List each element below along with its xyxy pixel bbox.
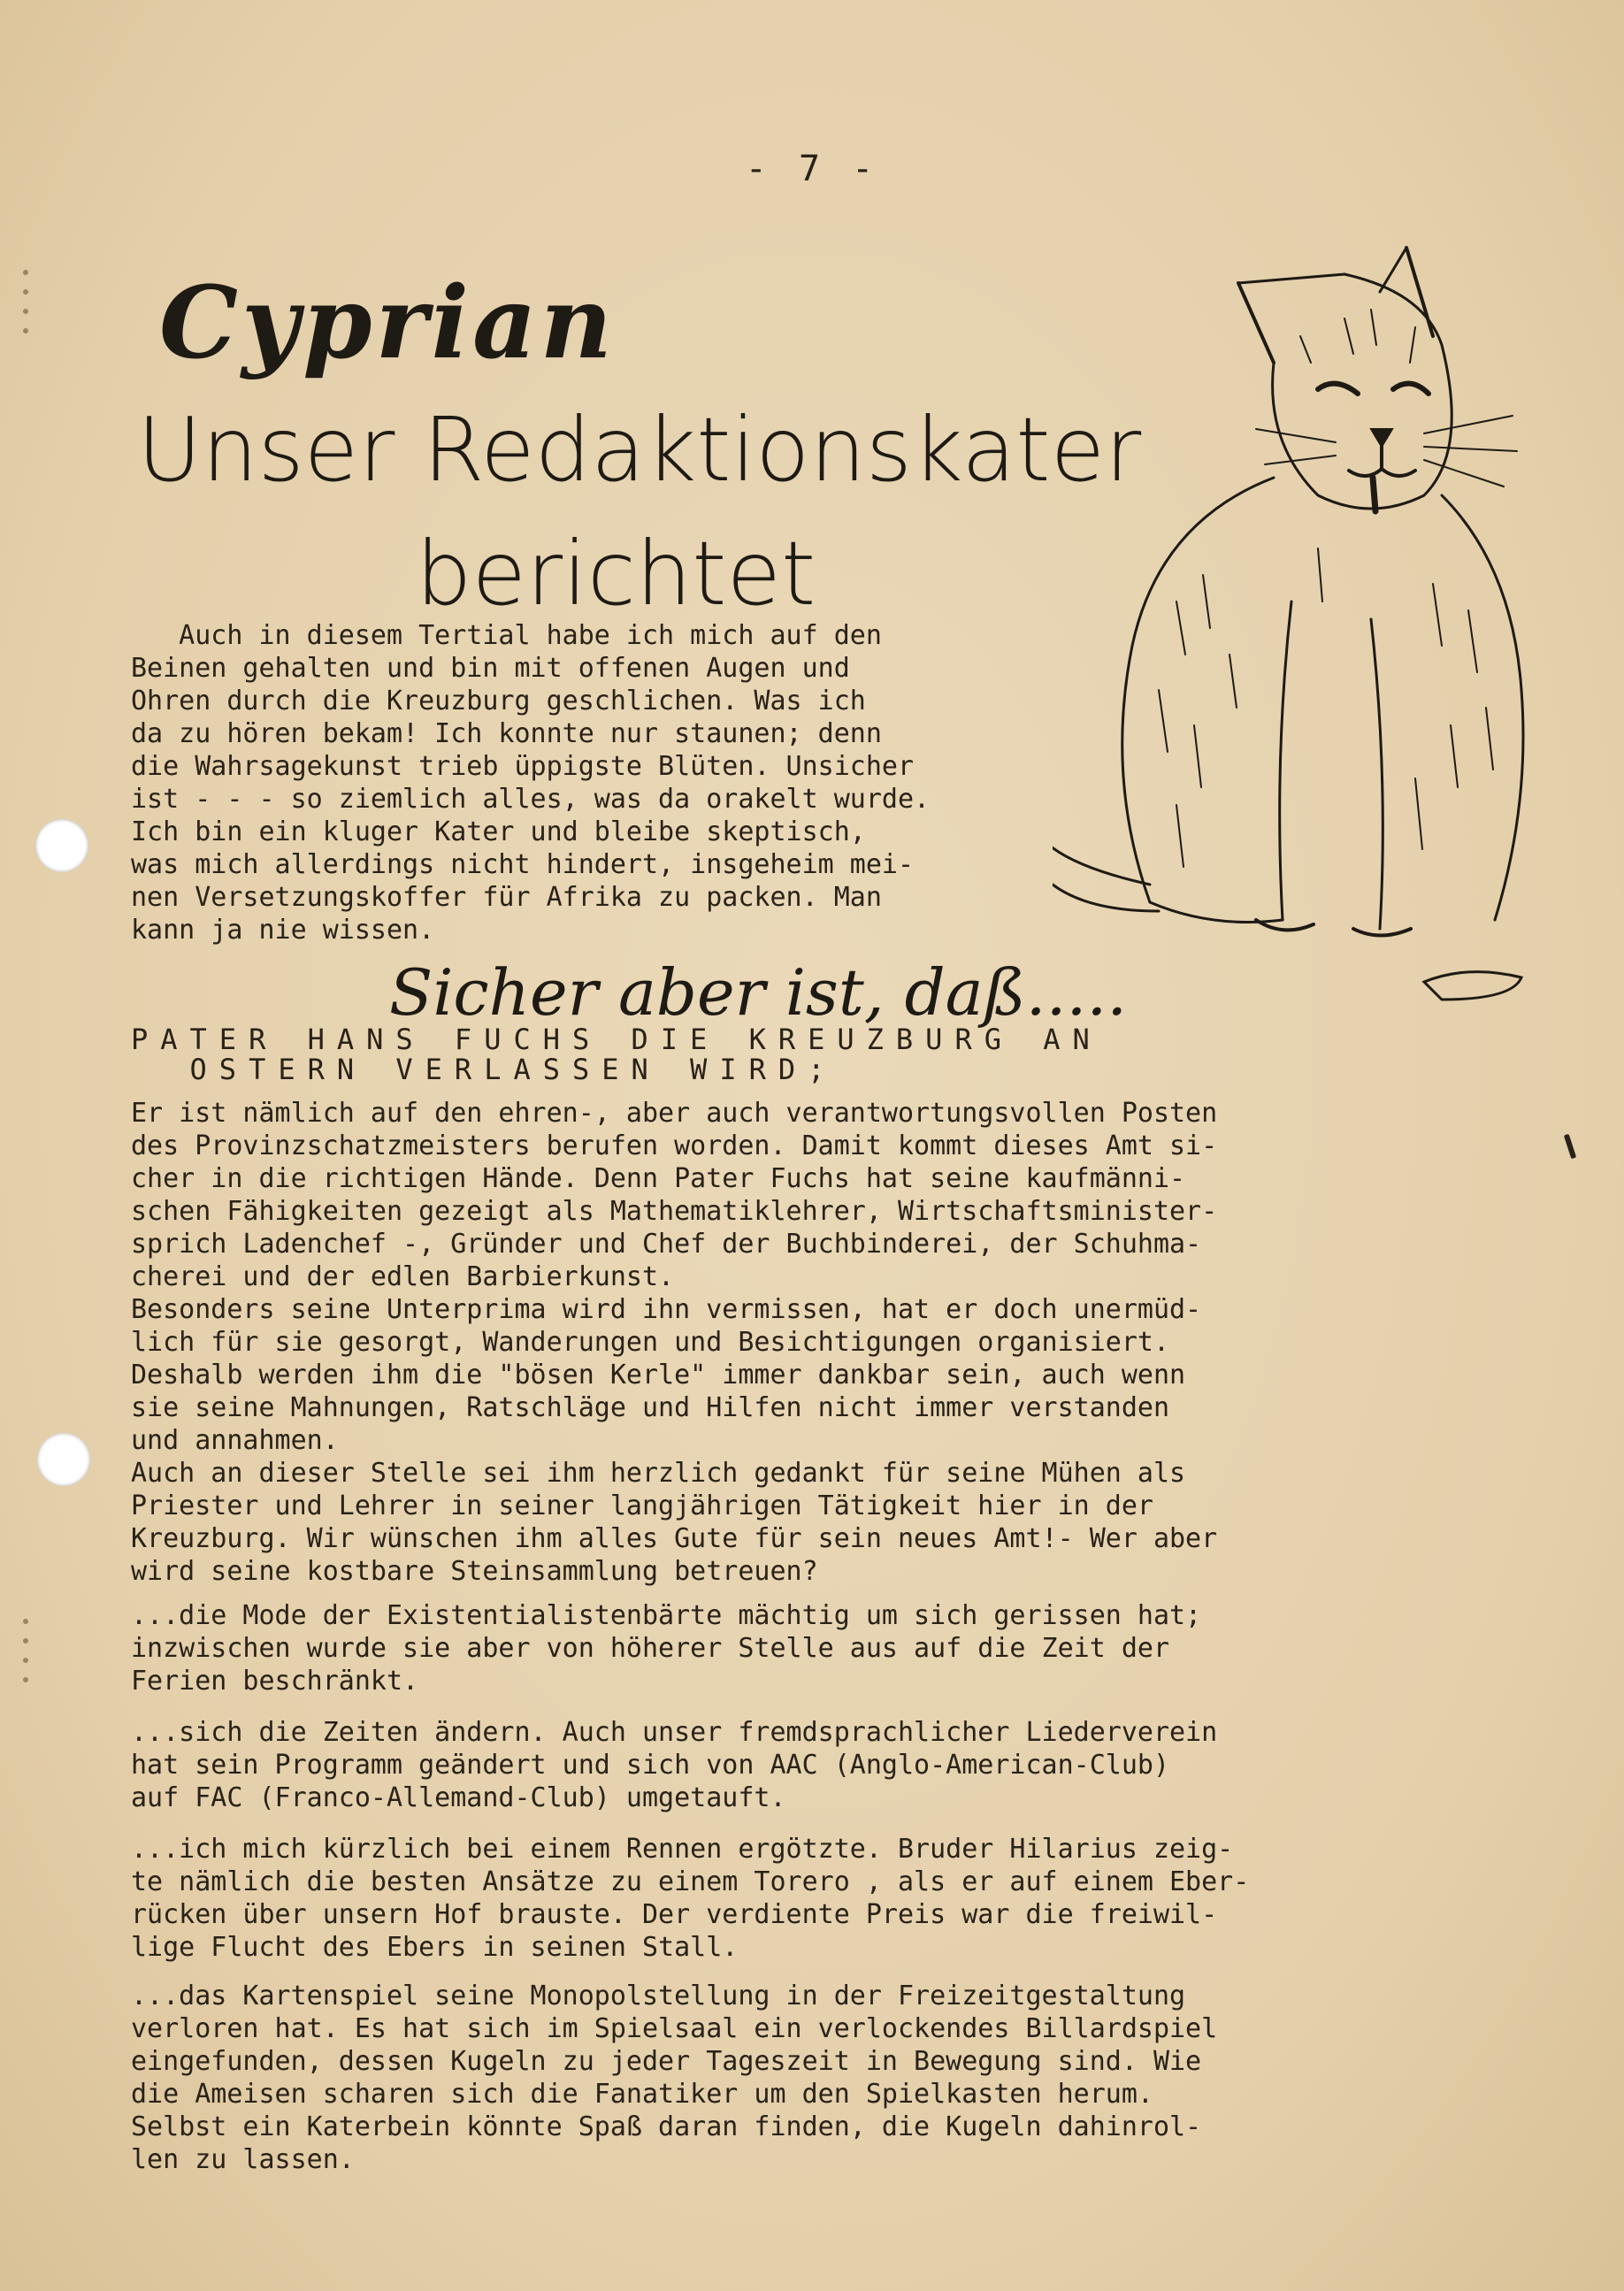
intro-line: kann ja nie wissen. bbox=[131, 915, 435, 946]
body-line: sie seine Mahnungen, Ratschläge und Hilfen nicht immer verstanden bbox=[131, 1392, 1169, 1423]
margin-mark bbox=[1564, 1134, 1576, 1159]
body-line: Deshalb werden ihm die "bösen Kerle" immer dankbar sein, auch wenn bbox=[131, 1360, 1186, 1391]
body-line: auf FAC (Franco-Allemand-Club) umgetauft. bbox=[131, 1782, 786, 1813]
intro-line: ist - - - so ziemlich alles, was da orakelt wurde. bbox=[131, 784, 931, 815]
headline-line: OSTERN VERLASSEN WIRD; bbox=[131, 1053, 838, 1086]
paragraph-pater-fuchs bbox=[131, 1097, 1217, 1588]
body-line: ...das Kartenspiel seine Monopolstellung in der Freizeitgestaltung bbox=[131, 1981, 1186, 2011]
body-line: verloren hat. Es hat sich im Spielsaal ein verlockendes Billardspiel bbox=[131, 2013, 1218, 2044]
title-subtitle-line2: berichtet bbox=[416, 522, 816, 625]
intro-line: die Wahrsagekunst trieb üppigste Blüten. Unsicher bbox=[131, 751, 915, 782]
title-subtitle-line1: Unser Redaktionskater bbox=[137, 398, 1142, 502]
body-line: und annahmen. bbox=[131, 1425, 339, 1456]
body-line: cherei und der edlen Barbierkunst. bbox=[131, 1261, 675, 1292]
section-headline bbox=[131, 1024, 1102, 1084]
body-line: rücken über unsern Hof brauste. Der verdiente Preis war die freiwil- bbox=[131, 1899, 1218, 1930]
intro-line: Beinen gehalten und bin mit offenen Augen und bbox=[131, 653, 850, 684]
body-line: die Ameisen scharen sich die Fanatiker um den Spielkasten herum. bbox=[131, 2079, 1153, 2110]
paragraph-billiards bbox=[131, 1980, 1217, 2176]
body-line: Ferien beschränkt. bbox=[131, 1666, 419, 1697]
paragraph-language-club bbox=[131, 1716, 1217, 1814]
intro-line: Ohren durch die Kreuzburg geschlichen. Was ich bbox=[131, 686, 866, 716]
intro-line: da zu hören bekam! Ich konnte nur staunen; denn bbox=[131, 718, 882, 749]
intro-paragraph bbox=[131, 619, 930, 946]
body-line: lich für sie gesorgt, Wanderungen und Besichtigungen organisiert. bbox=[131, 1327, 1169, 1358]
body-line: des Provinzschatzmeisters berufen worden. Damit kommt dieses Amt si- bbox=[131, 1130, 1218, 1161]
body-line: Kreuzburg. Wir wünschen ihm alles Gute für sein neues Amt!- Wer aber bbox=[131, 1523, 1218, 1554]
body-line: Priester und Lehrer in seiner langjährigen Tätigkeit hier in der bbox=[131, 1490, 1153, 1521]
binder-marks-top bbox=[23, 270, 32, 348]
headline-line: PATER HANS FUCHS DIE KREUZBURG AN bbox=[131, 1023, 1102, 1056]
paragraph-boar-race bbox=[131, 1833, 1249, 1964]
body-line: sprich Ladenchef -, Gründer und Chef der Buchbinderei, der Schuhma- bbox=[131, 1229, 1202, 1260]
punch-hole-top bbox=[35, 819, 88, 872]
body-line: ...ich mich kürzlich bei einem Rennen ergötzte. Bruder Hilarius zeig- bbox=[131, 1834, 1234, 1865]
binder-marks-bottom bbox=[23, 1619, 32, 1697]
handwritten-subhead: Sicher aber ist, daß..... bbox=[389, 955, 1128, 1030]
body-line: schen Fähigkeiten gezeigt als Mathematiklehrer, Wirtschaftsminister- bbox=[131, 1196, 1218, 1227]
body-line: ...sich die Zeiten ändern. Auch unser fremdsprachlicher Liederverein bbox=[131, 1717, 1218, 1748]
cat-drawing-icon bbox=[1053, 230, 1548, 1008]
body-line: hat sein Programm geändert und sich von AAC (Anglo-American-Club) bbox=[131, 1750, 1169, 1781]
body-line: Auch an dieser Stelle sei ihm herzlich gedankt für seine Mühen als bbox=[131, 1458, 1186, 1489]
body-line: inzwischen wurde sie aber von höherer Stelle aus auf die Zeit der bbox=[131, 1633, 1169, 1664]
body-line: cher in die richtigen Hände. Denn Pater Fuchs hat seine kaufmänni- bbox=[131, 1163, 1186, 1194]
paragraph-existentialist-beards bbox=[131, 1599, 1201, 1697]
intro-line: Auch in diesem Tertial habe ich mich auf den bbox=[131, 620, 882, 651]
body-line: ...die Mode der Existentialistenbärte mächtig um sich gerissen hat; bbox=[131, 1600, 1202, 1631]
intro-line: Ich bin ein kluger Kater und bleibe skeptisch, bbox=[131, 816, 866, 847]
body-line: lige Flucht des Ebers in seinen Stall. bbox=[131, 1932, 739, 1963]
body-line: len zu lassen. bbox=[131, 2144, 355, 2175]
body-line: eingefunden, dessen Kugeln zu jeder Tageszeit in Bewegung sind. Wie bbox=[131, 2046, 1202, 2077]
body-line: te nämlich die besten Ansätze zu einem Torero , als er auf einem Eber- bbox=[131, 1866, 1250, 1897]
page-number: - 7 - bbox=[745, 149, 879, 189]
body-line: Er ist nämlich auf den ehren-, aber auch verantwortungsvollen Posten bbox=[131, 1098, 1218, 1129]
body-line: Besonders seine Unterprima wird ihn vermissen, hat er doch unermüd- bbox=[131, 1294, 1202, 1325]
body-line: Selbst ein Katerbein könnte Spaß daran finden, die Kugeln dahinrol- bbox=[131, 2111, 1202, 2142]
intro-line: was mich allerdings nicht hindert, insgeheim mei- bbox=[131, 849, 915, 880]
intro-line: nen Versetzungskoffer für Afrika zu packen. Man bbox=[131, 882, 882, 913]
body-line: wird seine kostbare Steinsammlung betreuen? bbox=[131, 1556, 818, 1587]
title-cyprian: Cyprian bbox=[159, 265, 617, 381]
punch-hole-bottom bbox=[37, 1433, 90, 1486]
